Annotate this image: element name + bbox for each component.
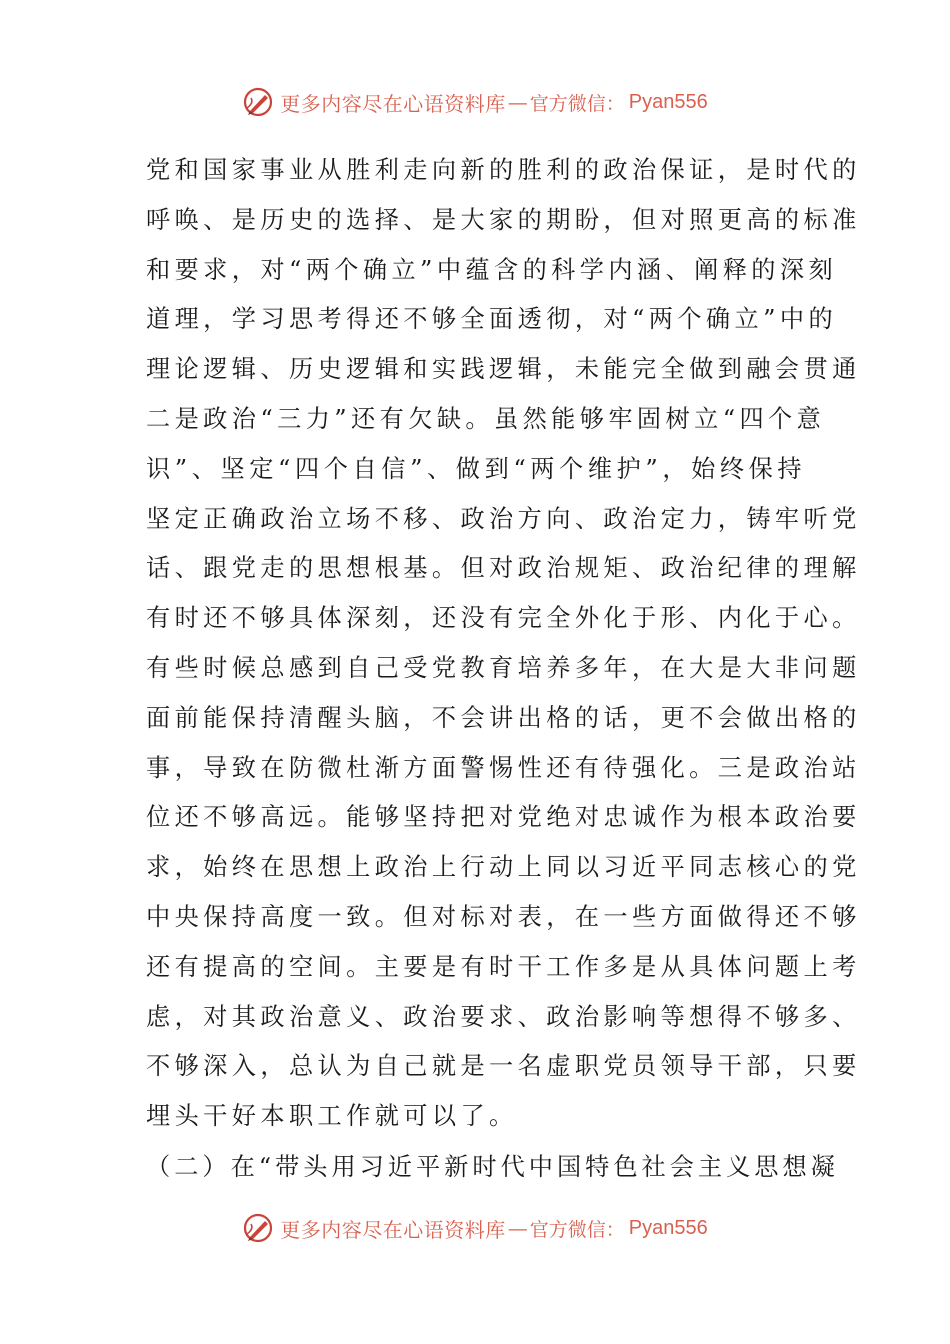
text-line-last: 埋头干好本职工作就可以了。 [146, 1102, 518, 1131]
text-line: 二是政治“三力”还有欠缺。虽然能够牢固树立“四个意 [146, 404, 826, 433]
banner-wechat-id: Pyan556 [628, 90, 708, 113]
text-line: 识”、坚定“四个自信”、做到“两个维护”，始终保持 [146, 454, 806, 483]
document-body [146, 146, 861, 1142]
banner-wechat-label: 官方微信： [529, 1218, 625, 1241]
pen-logo-icon [242, 1212, 274, 1244]
text-line: 事，导致在防微杜渐方面警惕性还有待强化。三是政治站 [146, 753, 861, 782]
text-line: 虑，对其政治意义、政治要求、政治影响等想得不够多、 [146, 1002, 861, 1031]
banner-dash: — [507, 90, 528, 114]
text-line: 坚定正确政治立场不移、政治方向、政治定力，铸牢听党 [146, 504, 861, 533]
banner-wechat-label: 官方微信： [529, 92, 625, 115]
text-line: 道理，学习思考得还不够全面透彻，对“两个确立”中的 [146, 305, 838, 334]
banner-text: 更多内容尽在心语资料库 [280, 91, 506, 116]
footer-watermark-banner [0, 1208, 950, 1248]
banner-wechat-id: Pyan556 [628, 1216, 708, 1239]
text-line: 理论逻辑、历史逻辑和实践逻辑，未能完全做到融会贯通 [146, 355, 861, 384]
text-line: 有些时候总感到自己受党教育培养多年，在大是大非问题 [146, 653, 861, 682]
text-line: 有时还不够具体深刻，还没有完全外化于形、内化于心。 [146, 604, 861, 633]
banner-text: 更多内容尽在心语资料库 [280, 1217, 506, 1242]
text-line: 党和国家事业从胜利走向新的胜利的政治保证，是时代的 [146, 156, 861, 184]
text-line: 面前能保持清醒头脑，不会讲出格的话，更不会做出格的 [146, 703, 861, 732]
pen-logo-icon [242, 86, 274, 118]
banner-dash: — [507, 1216, 528, 1240]
text-line: 话、跟党走的思想根基。但对政治规矩、政治纪律的理解 [146, 554, 861, 583]
text-line: 位还不够高远。能够坚持把对党绝对忠诚作为根本政治要 [146, 803, 861, 832]
text-line: 求，始终在思想上政治上行动上同以习近平同志核心的党 [146, 853, 861, 882]
text-line: 还有提高的空间。主要是有时干工作多是从具体问题上考 [146, 952, 861, 981]
section-heading: （二）在“带头用习近平新时代中国特色社会主义思想凝 [146, 1153, 839, 1181]
text-line: 不够深入，总认为自己就是一名虚职党员领导干部，只要 [146, 1052, 861, 1081]
text-line: 呼唤、是历史的选择、是大家的期盼，但对照更高的标准 [146, 205, 861, 234]
text-line: 和要求，对“两个确立”中蕴含的科学内涵、阐释的深刻 [146, 255, 838, 284]
header-watermark-banner [0, 82, 950, 122]
text-line: 中央保持高度一致。但对标对表，在一些方面做得还不够 [146, 902, 861, 931]
